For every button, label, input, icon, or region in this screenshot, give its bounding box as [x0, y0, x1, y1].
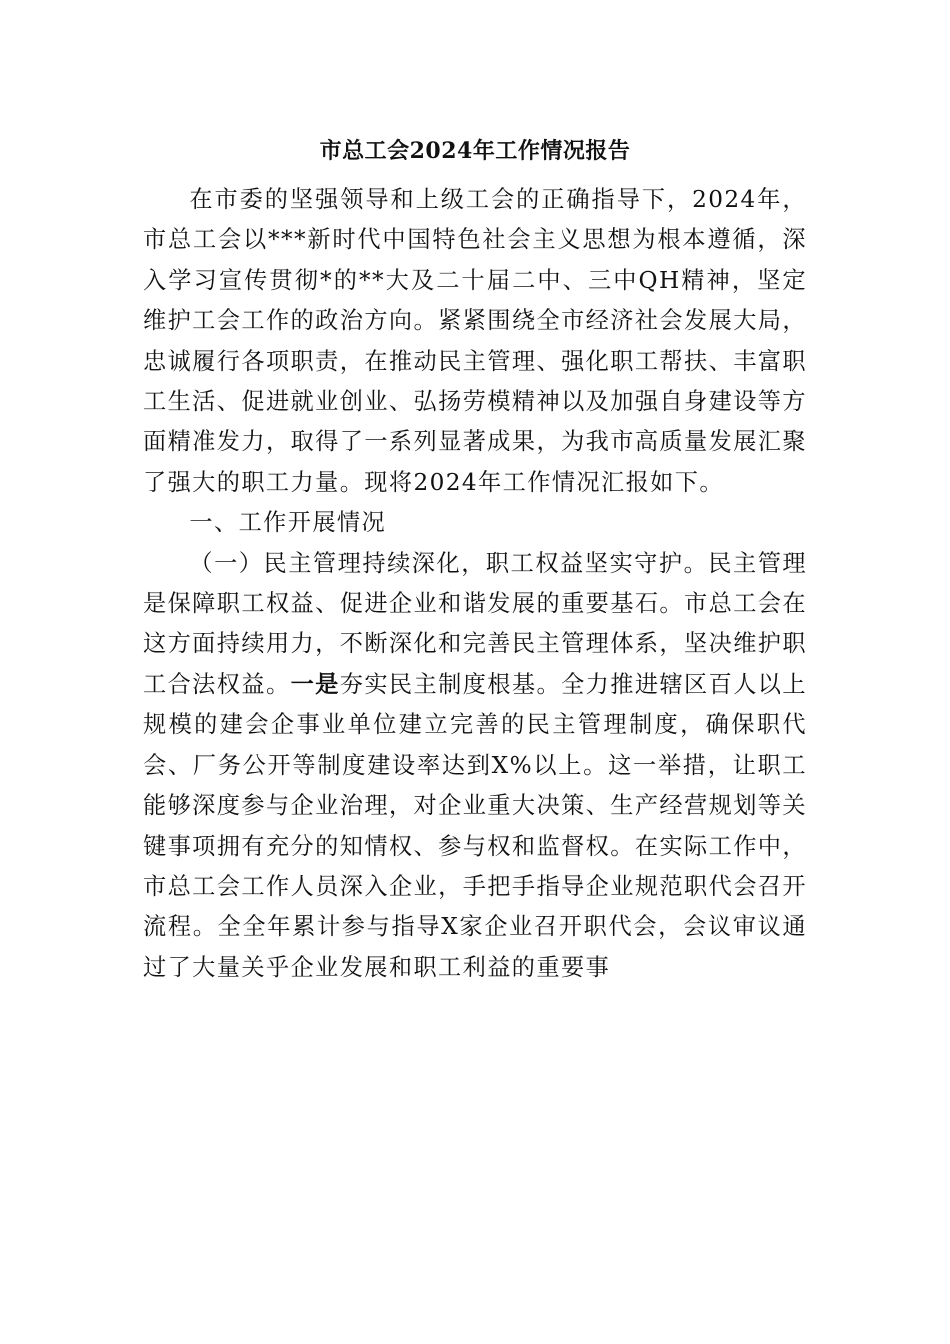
- paragraph-text: （一）民主管理持续深化，职工权益坚实守护。民主管理是保障职工权益、促进企业和谐发展的重要基石。市总工会在这方面持续用力，不断深化和完善民主管理体系，坚决维护职工合法权益。: [143, 549, 807, 698]
- emphasis-text: 一是: [290, 670, 340, 698]
- document-body: [143, 180, 807, 988]
- paragraph-text: 夯实民主制度根基。全力推进辖区百人以上规模的建会企事业单位建立完善的民主管理制度，确保职代会、厂务公开等制度建设率达到X%以上。这一举措，让职工能够深度参与企业治理，对企业重大决策、生产经营规划等关键事项拥有充分的知情权、参与权和监督权。在实际工作中，市总工会工作人员深入企业，手把手指导企业规范职代会召开流程。全全年累计参与指导X家企业召开职代会，会议审议通过了大量关乎企业发展和职工利益的重要事: [143, 670, 807, 981]
- section-paragraph: [143, 544, 807, 988]
- document-title: 市总工会2024年工作情况报告: [319, 138, 631, 164]
- section-heading: 一、工作开展情况: [189, 509, 387, 537]
- intro-paragraph: 在市委的坚强领导和上级工会的正确指导下，2024年，市总工会以***新时代中国特色社会主义思想为根本遵循，深入学习宣传贯彻*的**大及二十届二中、三中QH精神，坚定维护工会工作的政治方向。紧紧围绕全市经济社会发展大局，忠诚履行各项职责，在推动民主管理、强化职工帮扶、丰富职工生活、促进就业创业、弘扬劳模精神以及加强自身建设等方面精准发力，取得了一系列显著成果，为我市高质量发展汇聚了强大的职工力量。现将2024年工作情况汇报如下。: [143, 186, 807, 496]
